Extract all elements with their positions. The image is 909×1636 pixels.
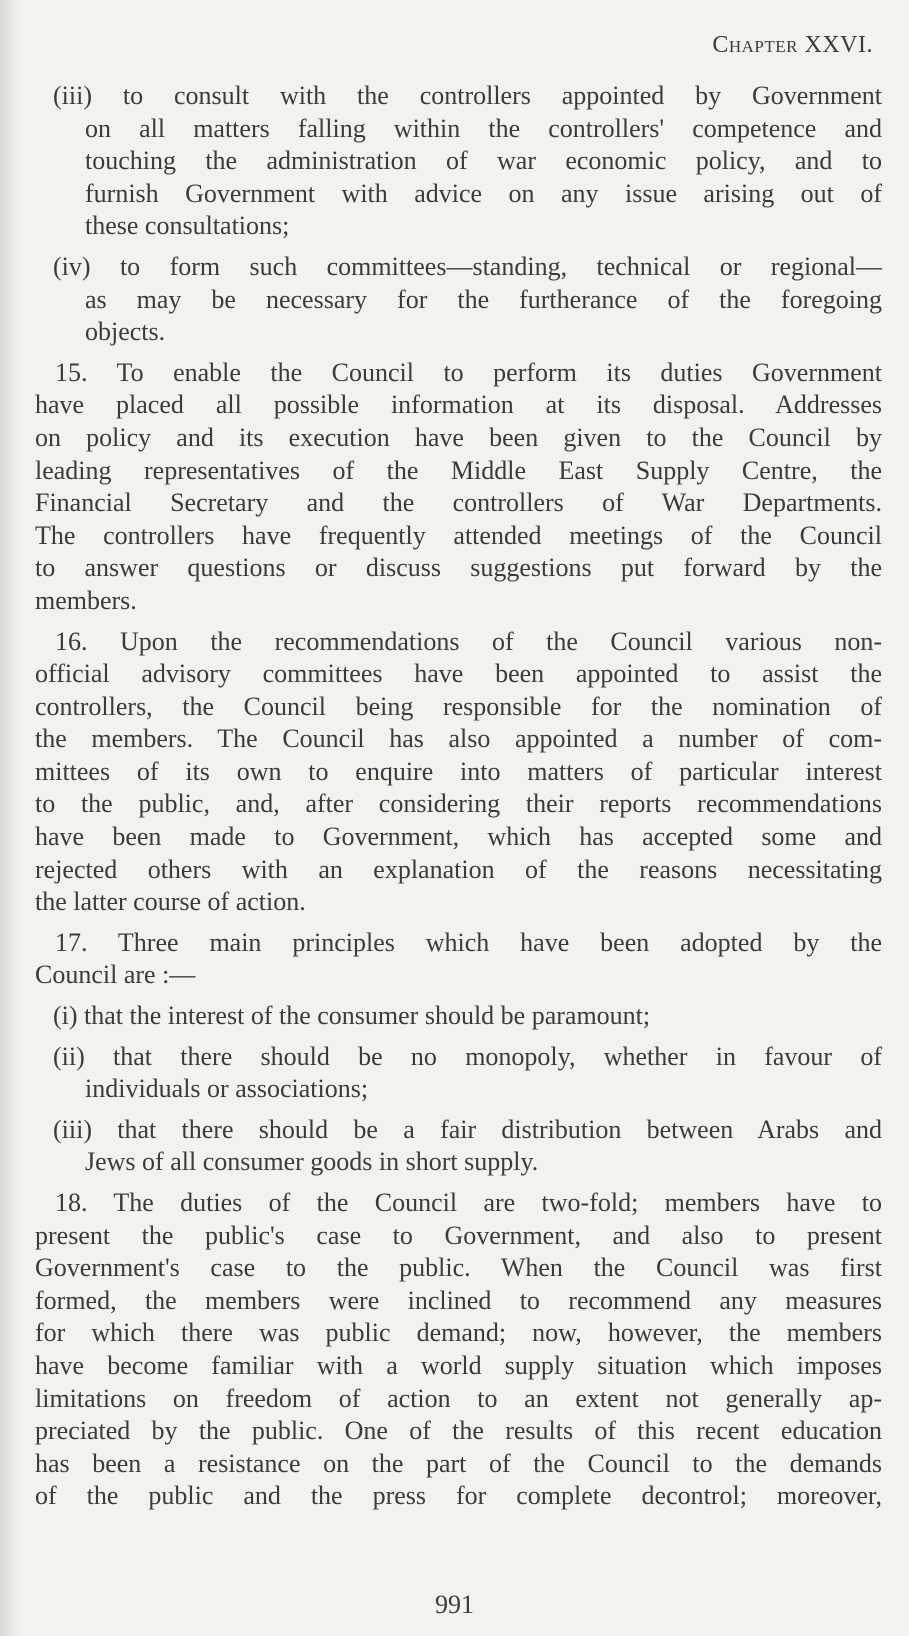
text-line: have placed all possible information at its disposal. Addresses — [35, 390, 882, 420]
text-line: The controllers have frequently attended meetings of the Council — [35, 520, 882, 550]
text-line: (iii) to consult with the controllers appointed by Government — [53, 81, 882, 110]
text-line: on all matters falling within the controllers' competence and — [85, 113, 882, 143]
text-line: limitations on freedom of action to an extent not generally ap- — [35, 1383, 882, 1413]
text-line: (i) that the interest of the consumer should be paramount; — [53, 1001, 651, 1031]
text-line: the members. The Council has also appointed a number of com- — [35, 724, 882, 754]
text-line: present the public's case to Government, and also to present — [35, 1220, 882, 1250]
page-number: 991 — [435, 1590, 474, 1619]
text-line: (ii) that there should be no monopoly, whether in favour of — [53, 1041, 882, 1071]
list-item — [35, 1041, 882, 1106]
text-line: Council are :— — [35, 960, 196, 990]
text-line: 18. The duties of the Council are two-fold; members have to — [55, 1188, 882, 1217]
text-line: Financial Secretary and the controllers of War Departments. — [35, 488, 882, 518]
text-line: controllers, the Council being responsible for the nomination of — [35, 691, 882, 721]
text-line: to the public, and, after considering their reports recommendations — [35, 789, 882, 819]
text-line: 17. Three main principles which have been adopted by the — [55, 927, 882, 957]
numbered-paragraph — [35, 626, 882, 919]
text-line: on policy and its execution have been given to the Council by — [35, 422, 882, 452]
text-line: of the public and the press for complete decontrol; moreover, — [35, 1481, 882, 1511]
text-line: (iv) to form such committees—standing, technical or regional— — [53, 251, 882, 281]
document-body — [35, 80, 882, 1513]
chapter-heading: Chapter XXVI. — [712, 32, 873, 58]
text-line: have been made to Government, which has accepted some and — [35, 822, 882, 852]
text-line: objects. — [85, 317, 166, 347]
text-line: Government's case to the public. When the Council was first — [35, 1253, 882, 1283]
text-line: Jews of all consumer goods in short supply. — [85, 1147, 539, 1177]
running-header — [712, 32, 873, 59]
list-item — [35, 251, 882, 349]
numbered-paragraph — [35, 927, 882, 992]
text-line: the latter course of action. — [35, 887, 306, 917]
text-line: formed, the members were inclined to recommend any measures — [35, 1285, 882, 1315]
text-line: for which there was public demand; now, however, the members — [35, 1318, 882, 1348]
text-line: rejected others with an explanation of the reasons necessitating — [35, 854, 882, 884]
text-line: has been a resistance on the part of the Council to the demands — [35, 1448, 882, 1478]
text-line: to answer questions or discuss suggestions put forward by the — [35, 553, 882, 583]
text-line: touching the administration of war economic policy, and to — [85, 146, 882, 176]
text-line: these consultations; — [85, 211, 290, 241]
text-line: have become familiar with a world supply situation which imposes — [35, 1350, 882, 1380]
text-line: members. — [35, 585, 137, 615]
text-line: leading representatives of the Middle East Supply Centre, the — [35, 455, 882, 485]
text-line: mittees of its own to enquire into matters of particular interest — [35, 756, 882, 786]
list-item — [35, 1000, 882, 1033]
numbered-paragraph — [35, 357, 882, 618]
text-line: individuals or associations; — [85, 1074, 369, 1104]
text-line: preciated by the public. One of the results of this recent education — [35, 1416, 882, 1446]
list-item — [35, 80, 882, 243]
text-line: official advisory committees have been appointed to assist the — [35, 659, 882, 689]
text-line: 15. To enable the Council to perform its duties Government — [55, 357, 882, 387]
text-line: (iii) that there should be a fair distribution between Arabs and — [53, 1114, 882, 1144]
text-line: as may be necessary for the furtherance of the foregoing — [85, 284, 882, 314]
page-binding-edge — [0, 0, 22, 1636]
numbered-paragraph — [35, 1187, 882, 1513]
list-item — [35, 1114, 882, 1179]
text-line: furnish Government with advice on any issue arising out of — [85, 178, 882, 208]
text-line: 16. Upon the recommendations of the Council various non- — [55, 626, 882, 656]
